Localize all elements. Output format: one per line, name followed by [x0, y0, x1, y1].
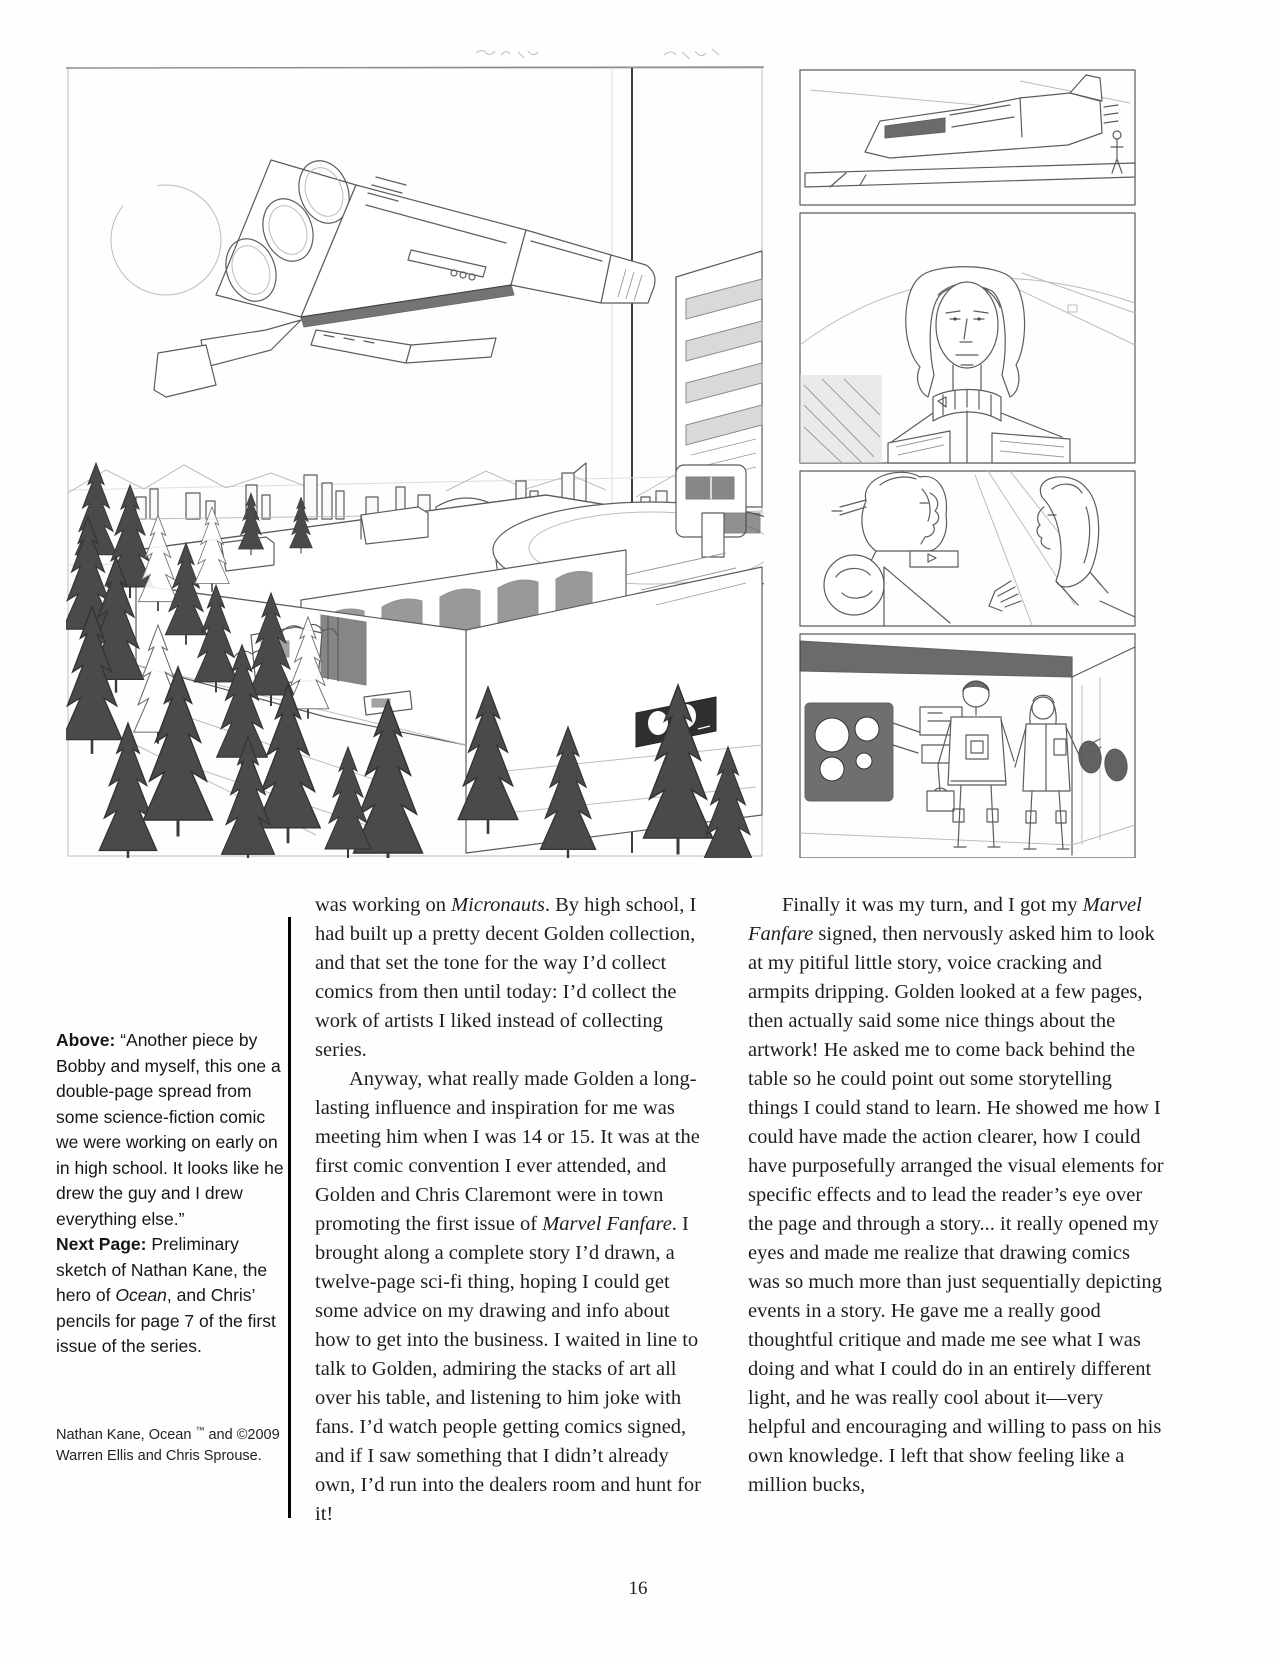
text-segment: Preliminary sketch of Nathan Kane, the hero of: [56, 1234, 268, 1305]
paragraph: [56, 1232, 286, 1360]
text-segment: Anyway, what really made Golden a long-lasting influence and inspiration for me was meeting him when I was 14 or 15. It was at the first comic convention I ever attended, and Golden and Chris Claremont were in town promoting the first issue of: [315, 1068, 700, 1235]
walking-man-sketch: [927, 681, 1014, 847]
text-segment: “Another piece by Bobby and myself, this one a double-page spread from some science-fiction comic we were working on early on in high school. It looks like he drew the guy and I drew everything else.”: [56, 1030, 284, 1229]
column-rule: [288, 917, 291, 1518]
left-spread-svg: [66, 45, 764, 858]
text-segment: . I brought along a complete story I’d drawn, a twelve-page sci-fi thing, hoping I could get some advice on my drawing and info about how to get into the business. I waited in line to talk to Golden, admiring the stacks of art all over his table, and listening to him joke with fans. I’d watch people getting comics signed, and if I saw something that I didn’t already own, I’d run into the dealers room and hunt for it!: [315, 1213, 701, 1525]
machine-sketch: [805, 703, 962, 801]
text-segment: Ocean: [115, 1285, 167, 1305]
credit-line: [56, 1420, 286, 1468]
paragraph: [748, 891, 1164, 1500]
paragraph: [315, 891, 707, 1065]
text-segment: Marvel Fanfare: [542, 1213, 672, 1235]
text-segment: and ©2009 Warren Ellis and Chris Sprouse.: [56, 1426, 280, 1465]
body-column-middle: [315, 891, 707, 1529]
text-segment: ™: [195, 1425, 205, 1435]
panel-walking-corridor: [800, 634, 1135, 858]
caption-block: [56, 1028, 286, 1360]
text-segment: Finally it was my turn, and I got my: [782, 894, 1083, 916]
gesturing-hand-sketch: [989, 581, 1021, 611]
left-spread-sketch: [66, 45, 764, 858]
paragraph: [315, 1065, 707, 1529]
paragraph: [56, 1028, 286, 1232]
text-segment: Nathan Kane, Ocean: [56, 1426, 196, 1443]
text-segment: Above:: [56, 1030, 121, 1050]
text-segment: , and Chris’ pencils for page 7 of the first issue of the series.: [56, 1285, 276, 1356]
margin-handwriting: [476, 49, 719, 59]
right-panels-svg: [770, 45, 1138, 858]
panel-man-portrait: [800, 213, 1135, 463]
text-segment: was working on: [315, 894, 452, 916]
page-number: 16: [628, 1578, 648, 1599]
body-column-right: [748, 891, 1164, 1500]
text-segment: Next Page:: [56, 1234, 152, 1254]
text-segment: signed, then nervously asked him to look at my pitiful little story, voice cracking and armpits dripping. Golden looked at a few pages, then actually said some nice things about the artwork! He asked me to come back behind the table so he could point out some storytelling things I could stand to learn. He showed me how I could have made the action clearer, how I could have purposefully arranged the visual elements for specific effects and to lead the reader’s eye over the page and through a story... it really opened my eyes and made me realize that drawing comics was so much more than just sequentially depicting events in a story. He gave me a really good thoughtful critique and made me see what I was doing and what I could do in an entirely different light, and he was really cool about it—very helpful and encouraging and willing to pass on his own knowledge. I left that show feeling like a million bucks,: [748, 923, 1164, 1496]
panel-vehicle-on-platform: [800, 70, 1135, 205]
panel-conversation: [800, 471, 1135, 626]
spaceship-sketch: [154, 154, 655, 397]
text-segment: Micronauts: [451, 894, 545, 916]
text-segment: Marvel Fanfare: [748, 894, 1142, 945]
text-segment: . By high school, I had built up a pretty decent Golden collection, and that set the tone for the way I’d collect comics from then until today: I’d collect the work of artists I liked instead of collecting series.: [315, 894, 697, 1061]
moon-sketch: [111, 185, 221, 295]
right-panels-sketch: [770, 45, 1138, 858]
